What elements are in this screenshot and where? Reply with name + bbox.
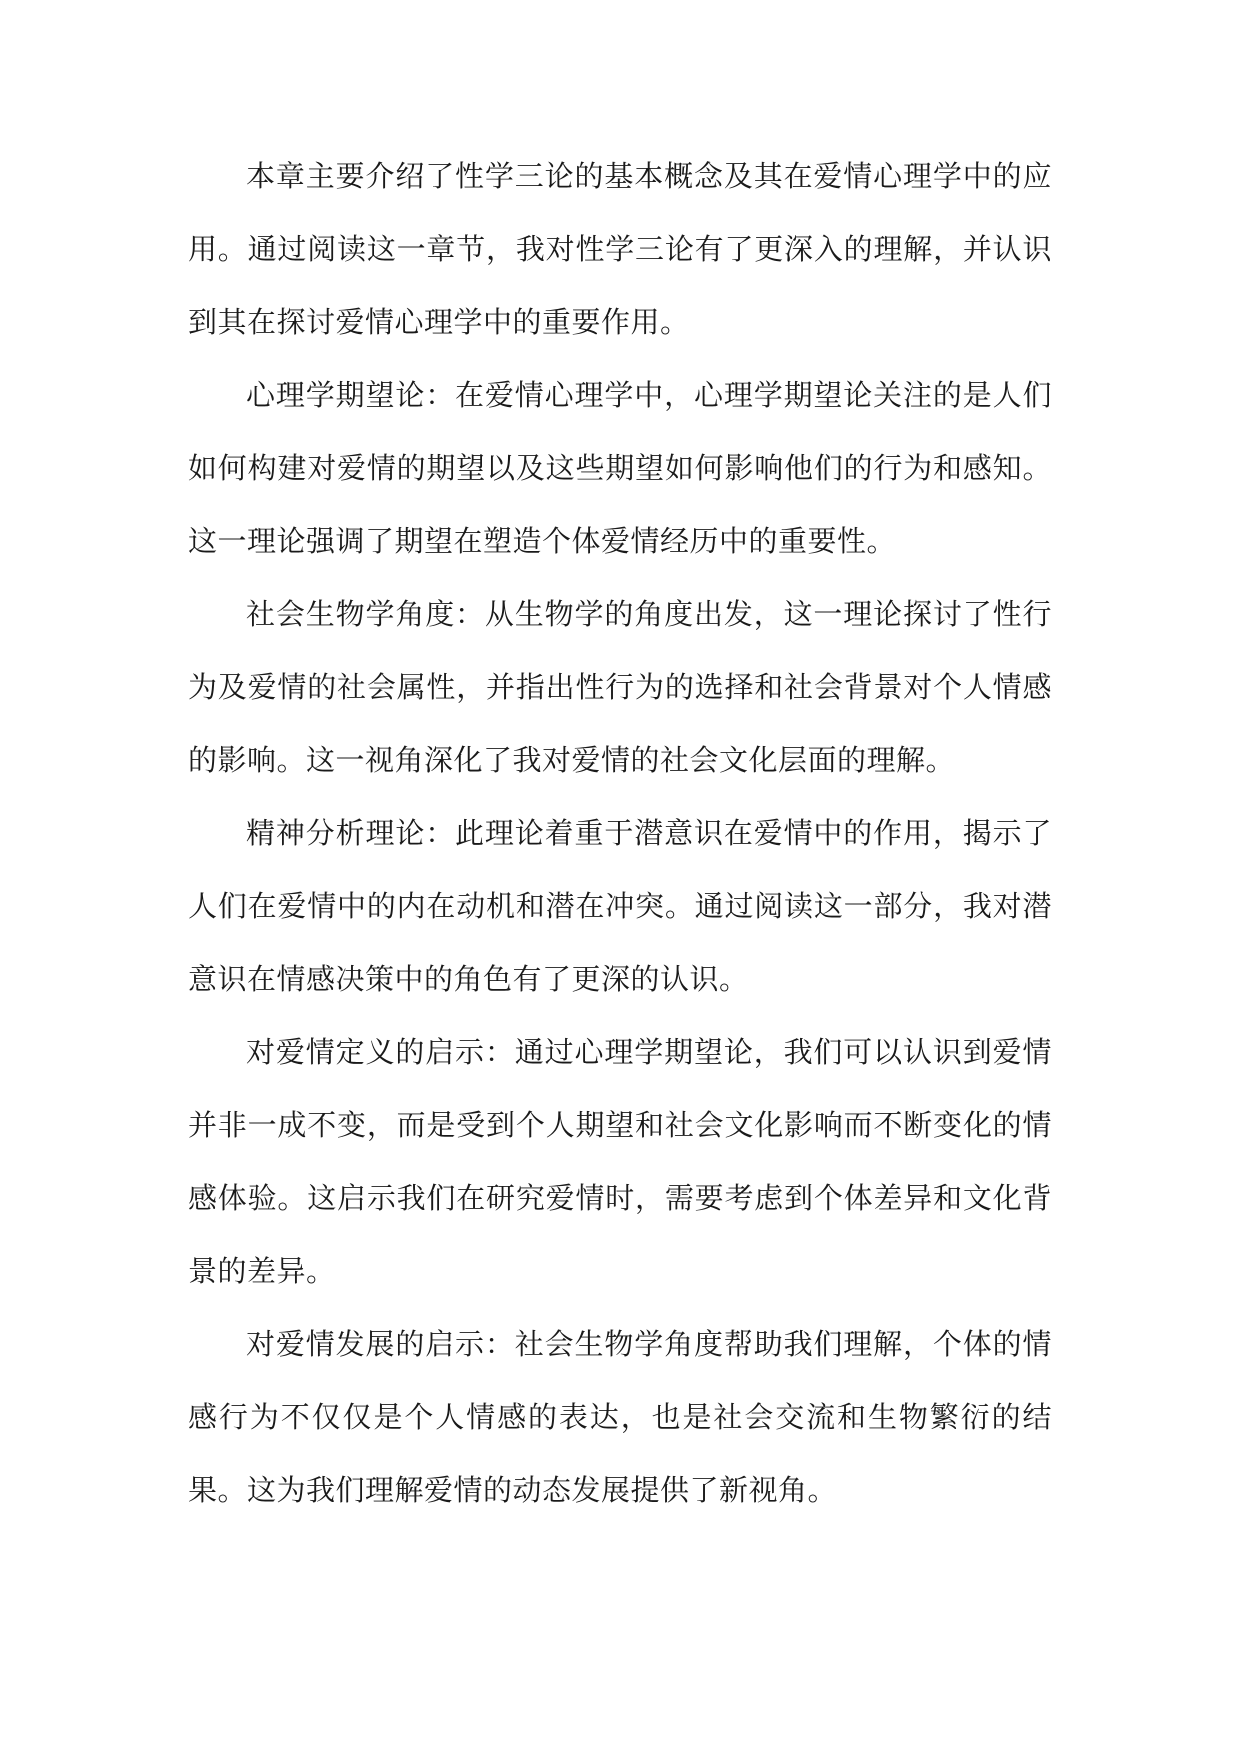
paragraph-sociobiology: 社会生物学角度：从生物学的角度出发，这一理论探讨了性行为及爱情的社会属性，并指出性行为的选择和社会背景对个人情感的影响。这一视角深化了我对爱情的社会文化层面的理解。: [188, 597, 1052, 777]
paragraph-psychoanalysis: 精神分析理论：此理论着重于潜意识在爱情中的作用，揭示了人们在爱情中的内在动机和潜在冲突。通过阅读这一部分，我对潜意识在情感决策中的角色有了更深的认识。: [188, 816, 1052, 996]
paragraph-love-definition: 对爱情定义的启示：通过心理学期望论，我们可以认识到爱情并非一成不变，而是受到个人期望和社会文化影响而不断变化的情感体验。这启示我们在研究爱情时，需要考虑到个体差异和文化背景的差异。: [188, 1035, 1052, 1288]
paragraph-chapter-summary: 本章主要介绍了性学三论的基本概念及其在爱情心理学中的应用。通过阅读这一章节，我对性学三论有了更深入的理解，并认识到其在探讨爱情心理学中的重要作用。: [188, 159, 1052, 339]
paragraph-expectation-theory: 心理学期望论：在爱情心理学中，心理学期望论关注的是人们如何构建对爱情的期望以及这些期望如何影响他们的行为和感知。这一理论强调了期望在塑造个体爱情经历中的重要性。: [188, 378, 1052, 558]
paragraph-love-development: 对爱情发展的启示：社会生物学角度帮助我们理解，个体的情感行为不仅仅是个人情感的表达，也是社会交流和生物繁衍的结果。这为我们理解爱情的动态发展提供了新视角。: [188, 1327, 1052, 1507]
document-body: [188, 140, 1052, 1527]
